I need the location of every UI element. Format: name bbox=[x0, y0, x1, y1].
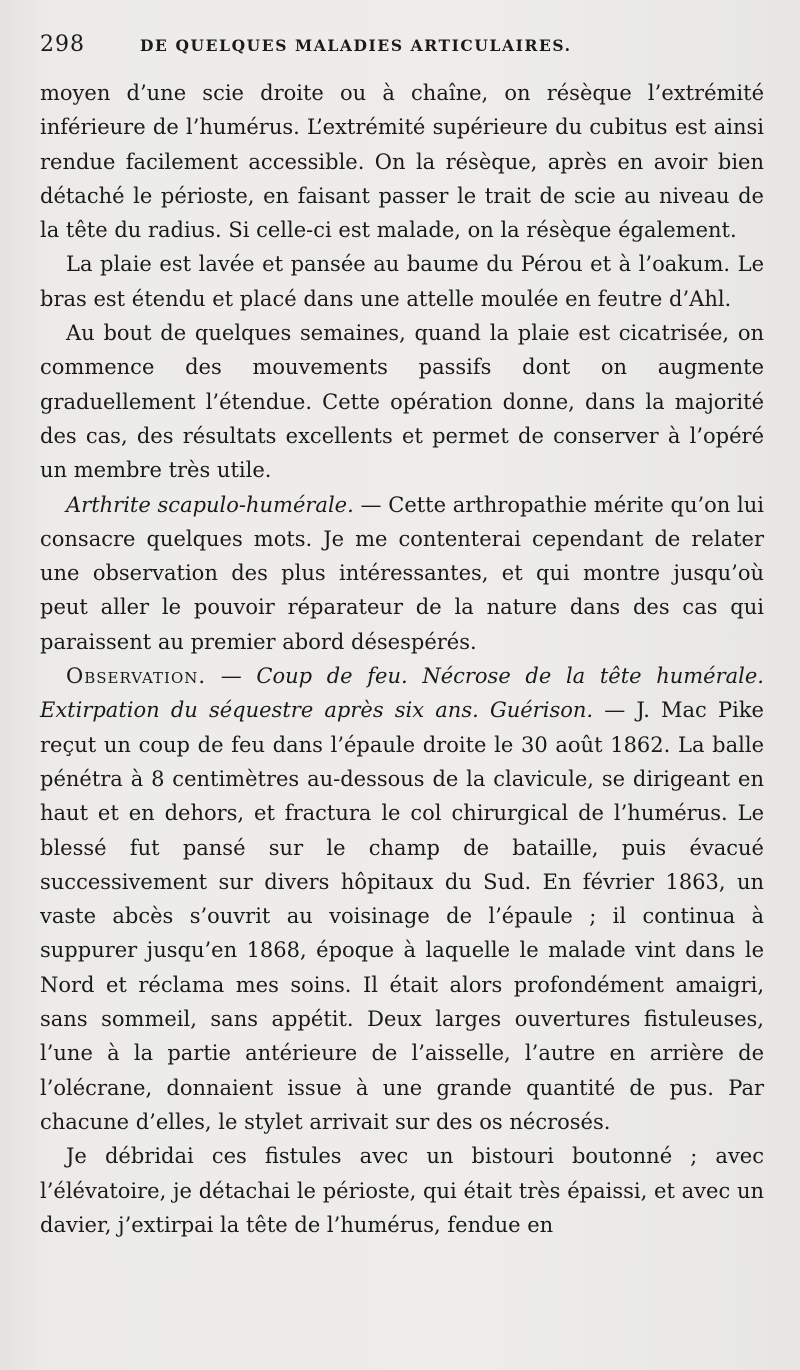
running-title: DE QUELQUES MALADIES ARTICULAIRES. bbox=[140, 36, 572, 55]
body-text bbox=[40, 76, 764, 1242]
page-number: 298 bbox=[40, 32, 85, 57]
paragraph-2: La plaie est lavée et pansée au baume du Pérou et à l’oakum. Le bras est étendu et placé dans une attelle moulée en feutre d’Ahl. bbox=[40, 252, 764, 311]
paragraph-6: Je débridai ces fistules avec un bistouri boutonné ; avec l’élévatoire, je détachai le périoste, qui était très épaissi, et avec un davier, j’extirpai la tête de l’humérus, fendue en bbox=[40, 1144, 764, 1237]
observation-separator: — bbox=[206, 664, 257, 689]
paragraph-4-text: — Cette arthropathie mérite qu’on lui consacre quelques mots. Je me contenterai cependant de relater une observation des plus intéressantes, et qui montre jusqu’où peut aller le pouvoir réparateur de la nature dans des cas qui paraissent au premier abord désespérés. bbox=[40, 492, 765, 654]
section-heading: Arthrite scapulo-humérale. bbox=[66, 492, 354, 517]
paragraph-1: moyen d’une scie droite ou à chaîne, on résèque l’extrémité inférieure de l’humérus. L’extrémité supérieure du cubitus est ainsi rendue facilement accessible. On la résèque, après en avoir bien détaché le périoste, en faisant passer le trait de scie au niveau de la tête du radius. Si celle-ci est malade, on la résèque également. bbox=[40, 81, 764, 243]
paragraph-3: Au bout de quelques semaines, quand la plaie est cicatrisée, on commence des mouvements passifs dont on augmente graduellement l’étendue. Cette opération donne, dans la majorité des cas, des résultats excellents et permet de conserver à l’opéré un membre très utile. bbox=[40, 321, 764, 483]
observation-title: Coup de feu. Nécrose de la tête humérale. Extirpation du séquestre après six ans. Guérison. bbox=[40, 664, 764, 723]
paragraph-4 bbox=[40, 488, 764, 659]
page-header bbox=[40, 32, 764, 72]
paragraph-5-text: — J. Mac Pike reçut un coup de feu dans l’épaule droite le 30 août 1862. La balle pénétra à 8 centimètres au-dessous de la clavicule, se dirigeant en haut et en dehors, et fractura le col chirurgical de l’humérus. Le blessé fut pansé sur le champ de bataille, puis évacué successivement sur divers hôpitaux du Sud. En février 1863, un vaste abcès s’ouvrit au voisinage de l’épaule ; il continua à suppurer jusqu’en 1868, époque à laquelle le malade vint dans le Nord et réclama mes soins. Il était alors profondément amaigri, sans sommeil, sans appétit. Deux larges ouvertures fistuleuses, l’une à la partie antérieure de l’aisselle, l’autre en arrière de l’olécrane, donnaient issue à une grande quantité de pus. Par chacune d’elles, le stylet arrivait sur des os nécrosés. bbox=[40, 698, 764, 1134]
paragraph-5 bbox=[40, 659, 764, 1139]
observation-label: Observation. bbox=[66, 664, 207, 689]
